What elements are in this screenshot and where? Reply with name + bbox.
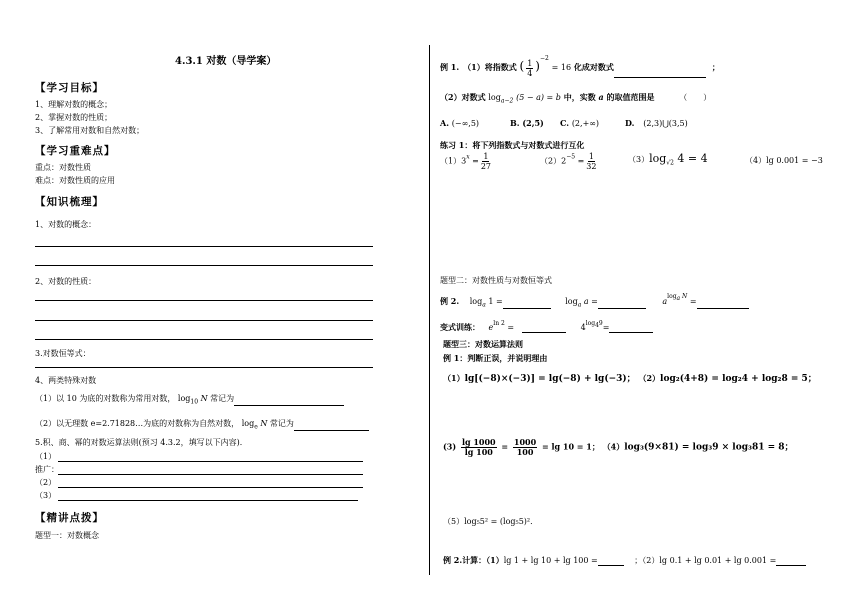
- generalization-label: 推广：: [35, 465, 59, 474]
- log-property-label: 2、对数的性质：: [35, 277, 97, 286]
- example-4-line: 例 2.计算：（1）lg 1 + lg 10 + lg 100 = ；（2）lg 0.1 + lg 0.01 + lg 0.001 =: [443, 555, 806, 566]
- option-a: A. (−∞,5): [440, 118, 480, 128]
- topic-2-label: 题型二：对数性质与对数恒等式: [440, 276, 552, 285]
- topic-3-label: 题型三：对数运算法则: [443, 339, 523, 349]
- blank-line: [35, 339, 373, 340]
- column-divider: [429, 45, 430, 575]
- practice-1-item-1: （1）3$^x$ = $\frac{1}{27}$: [440, 152, 492, 171]
- section-explain-heading: 【精讲点拨】: [35, 512, 104, 524]
- option-b: B. (2,5): [510, 118, 544, 128]
- blank-line: [35, 246, 373, 247]
- common-log-line: （1）以 10 为底的对数称为常用对数， $\log_{10} N$ 常记为: [35, 393, 344, 406]
- option-d: D. (2,3)⋃(3,5): [625, 118, 688, 128]
- example-1-line: 例 1. （1）将指数式 ( $\frac{1}{4}$ )$^{-2}$ = 16 化成对数式 ；: [440, 55, 720, 78]
- example-1b-line: （2）对数式 $\log_{a-2} (5 - a) = b$ 中，实数 a 的取值范围是 （ ）: [440, 92, 712, 105]
- goal-item: 3、了解常用对数和自然对数；: [35, 126, 145, 135]
- natural-log-line: （2）以无理数 e=2.71828…为底的对数称为自然对数， $\log_e N$ 常记为: [35, 418, 369, 431]
- section-knowledge-heading: 【知识梳理】: [35, 196, 104, 208]
- statement-5: （5）log₅5² = (log₅5)²．: [443, 517, 539, 526]
- blank-line: [58, 487, 363, 488]
- statement-1-and-2: （1）lg[(−8)×(−3)] = lg(−8) + lg(−3)； （2）log₂(4+8) = log₂4 + log₂8 = 5；: [443, 373, 817, 384]
- rule-1-label: （1）: [35, 452, 57, 461]
- section-goals-heading: 【学习目标】: [35, 82, 104, 94]
- practice-1-item-3: $(3)\log_{√2}$ 4 = 4: [628, 152, 708, 167]
- blank-line: [58, 500, 358, 501]
- goal-item: 1、理解对数的概念；: [35, 100, 113, 109]
- practice-1-label: 练习 1：将下列指数式与对数式进行互化: [440, 140, 585, 150]
- blank-line: [58, 461, 363, 462]
- section-key-heading: 【学习重难点】: [35, 145, 116, 157]
- blank-line: [35, 300, 373, 301]
- variant-training-line: 变式训练： $e^{ln 2} = 4^{log_49}=$: [440, 320, 653, 333]
- log-concept-label: 1、对数的概念：: [35, 220, 97, 229]
- log-identity-label: 3.对数恒等式：: [35, 349, 91, 358]
- practice-1-item-2: $(2)2^{-5}$ = $\frac{1}{32}$: [540, 152, 597, 171]
- hard-point: 难点：对数性质的应用: [35, 176, 115, 185]
- special-logs-label: 4、两类特殊对数: [35, 376, 97, 385]
- page-title: 4.3.1 对数（导学案）: [175, 56, 277, 67]
- practice-1-item-4: （4）lg 0.001 = −3: [745, 156, 823, 165]
- key-point: 重点：对数性质: [35, 163, 91, 172]
- operation-rules-label: 5.积、商、幂的对数运算法则(预习 4.3.2，填写以下内容)．: [35, 438, 248, 447]
- topic-1-label: 题型一：对数概念: [35, 531, 99, 540]
- blank-line: [58, 474, 363, 475]
- blank-line: [35, 320, 373, 321]
- statement-3-and-4: (3) $\frac{\lg 1000}{\lg 100}$ = $\frac{1000}{100}$ = lg 10 = 1； （4）log₃(9×81) = log₃9 × log₃81 = 8；: [443, 437, 794, 457]
- blank-line: [35, 367, 373, 368]
- option-c: C. (2,+∞): [560, 118, 600, 128]
- rule-3-label: （3）: [35, 491, 57, 500]
- example-3-prompt: 例 1：判断正误，并说明理由: [443, 353, 548, 363]
- example-2-line: 例 2. $\log_a 1 = \log_a a = a^{log_a N}$ =: [440, 293, 749, 309]
- blank-line: [35, 265, 373, 266]
- goal-item: 2、掌握对数的性质；: [35, 113, 113, 122]
- rule-2-label: （2）: [35, 478, 57, 487]
